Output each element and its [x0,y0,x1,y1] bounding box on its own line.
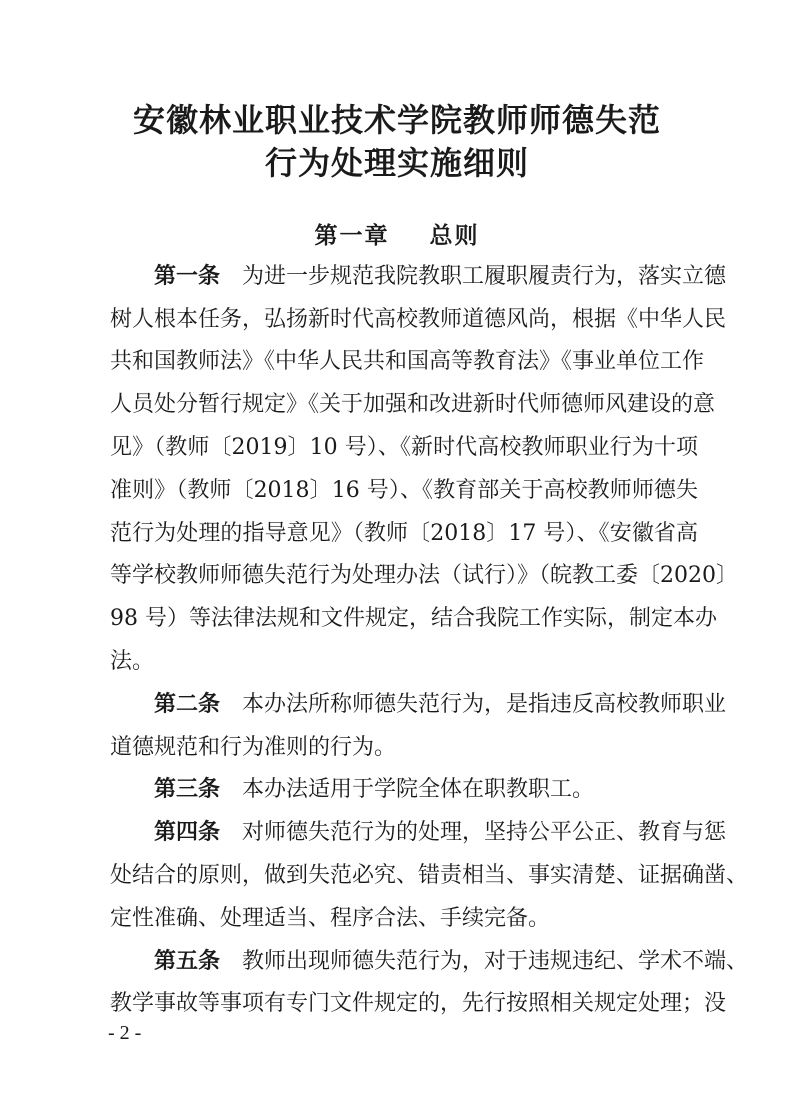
article-1-line-7: 范行为处理的指导意见》（教师〔2018〕17 号）、《安徽省高 [110,521,698,546]
document-title-line-2: 行为处理实施细则 [264,144,529,182]
article-4-label: 第四条 [154,820,221,845]
article-4-line-2: 处结合的原则，做到失范必究、错责相当、事实清楚、证据确凿、 [110,863,749,888]
article-2-line-1: 第二条 本办法所称师德失范行为，是指违反高校教师职业 [154,692,727,717]
article-5-label: 第五条 [154,949,221,974]
article-1-line-4: 人员处分暂行规定》《关于加强和改进新时代师德师风建设的意 [110,392,716,417]
article-5-line-2: 教学事故等事项有专门文件规定的，先行按照相关规定处理；没 [110,991,727,1016]
article-3-line-1: 第三条 本办法适用于学院全体在职教职工。 [154,777,595,802]
article-4-line-1: 第四条 对师德失范行为的处理，坚持公平公正、教育与惩 [154,820,727,845]
chapter-heading: 第一章 总则 [314,222,480,249]
article-1-line-9: 98 号）等法律法规和文件规定，结合我院工作实际，制定本办 [110,606,717,631]
article-5-line-1: 第五条 教师出现师德失范行为，对于违规违纪、学术不端、 [154,949,749,974]
article-3-label: 第三条 [154,777,221,802]
article-1-line-6: 准则》（教师〔2018〕16 号）、《教育部关于高校教师师德失 [110,478,698,503]
document-title-line-1: 安徽林业职业技术学院教师师德失范 [132,101,661,139]
article-1-line-5: 见》（教师〔2019〕10 号）、《新时代高校教师职业行为十项 [110,435,698,460]
article-1-line-2: 树人根本任务，弘扬新时代高校教师道德风尚，根据《中华人民 [110,307,727,332]
article-2-label: 第二条 [154,692,221,717]
article-1-line-3: 共和国教师法》《中华人民共和国高等教育法》《事业单位工作 [110,349,705,374]
article-1-label: 第一条 [154,264,221,289]
article-1-line-1: 第一条 为进一步规范我院教职工履职履责行为，落实立德 [154,264,727,289]
page-number: - 2 - [108,1022,142,1044]
article-1-line-10: 法。 [110,649,155,674]
article-1-line-8: 等学校教师师德失范行为处理办法（试行）》（皖教工委〔2020〕 [110,563,738,588]
article-4-line-3: 定性准确、处理适当、程序合法、手续完备。 [110,906,551,931]
article-2-line-2: 道德规范和行为准则的行为。 [110,735,397,760]
